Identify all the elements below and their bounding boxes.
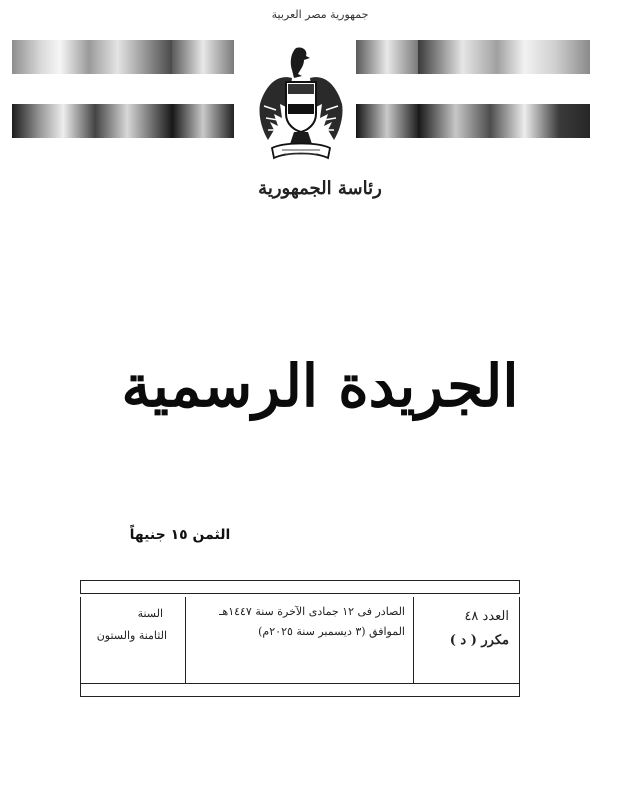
issue-repeat: مكرر ( د ): [449, 633, 509, 648]
table-top-bar: [80, 580, 520, 594]
issue-number: العدد ٤٨: [464, 609, 509, 624]
flag-band-left-bottom: [12, 104, 172, 138]
year-value: الثامنة والستون: [96, 629, 167, 642]
year-cell: [81, 597, 186, 683]
issue-date-gregorian: الموافق (٣ ديسمبر سنة ٢٠٢٥م): [258, 625, 405, 638]
gazette-title: الجريدة الرسمية: [121, 352, 519, 420]
issue-date-hijri: الصادر فى ١٢ جمادى الآخرة سنة ١٤٤٧هـ: [219, 605, 405, 618]
eagle-emblem-icon: [254, 44, 348, 168]
issue-number-cell: [414, 597, 519, 683]
price-label: الثمن ١٥ جنيهاً: [129, 527, 231, 543]
presidency-label: رئاسة الجمهورية: [258, 178, 382, 199]
table-bottom-bar: [80, 683, 520, 697]
flag-band-left-top: [12, 40, 172, 74]
republic-caption: جمهورية مصر العربية: [271, 8, 369, 21]
date-cell: [186, 597, 414, 683]
flag-band-right-bottom: [418, 104, 590, 138]
issue-info-table: [80, 597, 520, 683]
year-label: السنة: [137, 607, 163, 620]
flag-band-right-top: [418, 40, 590, 74]
